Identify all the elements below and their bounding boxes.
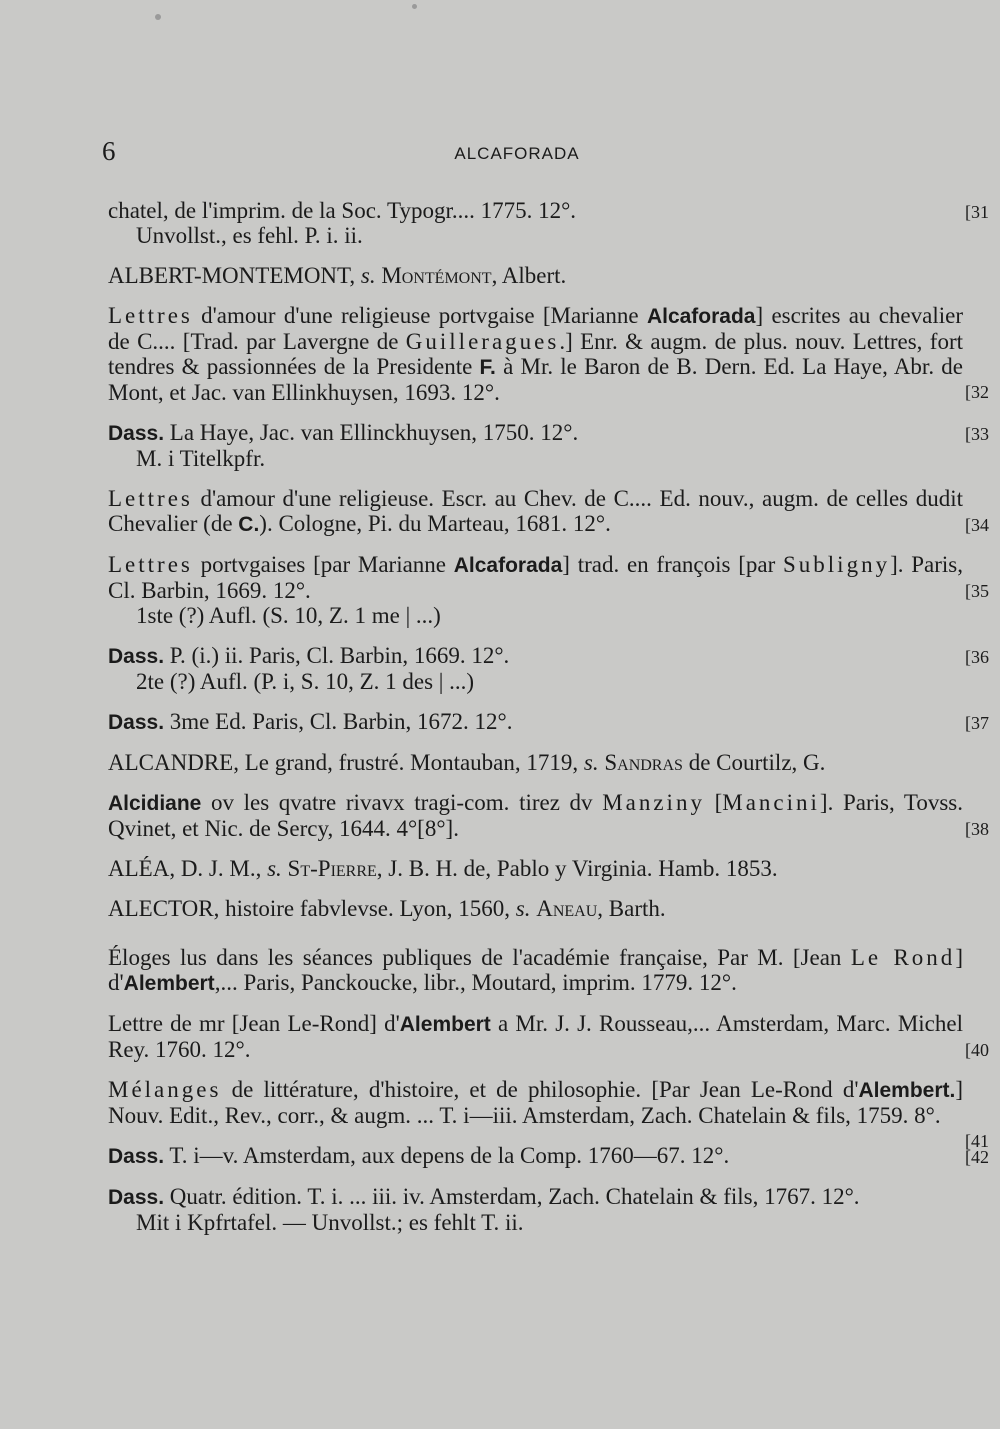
see-marker: s.	[515, 896, 531, 921]
entry-note: Mit i Kpfrtafel. — Unvollst.; es fehlt T. ii.	[136, 1210, 524, 1235]
text-run: ] trad. en françois [par	[562, 552, 783, 577]
text-run: ). Cologne, Pi. du Marteau, 1681. 12°.	[259, 511, 611, 536]
text-run: 3me Ed. Paris, Cl. Barbin, 1672. 12°.	[164, 709, 513, 734]
ref-name: St-Pierre	[287, 856, 377, 881]
entry-number: [35	[965, 581, 989, 601]
entry-text	[108, 1011, 963, 1062]
entry-text	[108, 552, 963, 628]
entry-text	[108, 1077, 963, 1128]
text-run: La Haye, Jac. van Ellinckhuysen, 1750. 12°.	[164, 420, 579, 445]
entry-text	[108, 486, 963, 537]
entry-cross-reference	[108, 263, 963, 288]
ref-name: Montémont	[381, 263, 492, 288]
entry-38	[108, 790, 989, 841]
entry-heading: ALECTOR, histoire fabvlevse. Lyon, 1560,	[108, 896, 516, 921]
text-run: à Mr. le Baron de B. Dern. Ed. La Haye, Abr. de Mont, et Jac. van Ellinkhuysen, 1693. 12°.	[108, 354, 963, 405]
entry-text	[108, 856, 963, 881]
text-run: [	[704, 790, 723, 815]
entry-text	[108, 263, 963, 288]
ref-name: Aneau	[536, 896, 598, 921]
author-name: Manziny	[602, 790, 705, 815]
entry-heading: ALBERT-MONTEMONT,	[108, 263, 356, 288]
entry-41	[108, 1077, 989, 1151]
entry-number: [38	[965, 819, 989, 839]
entry-text	[108, 198, 963, 248]
author-name: Alcaforada	[453, 554, 563, 577]
entry-number: [31	[965, 202, 989, 222]
dass-marker: Dass.	[108, 711, 165, 734]
entry-note: M. i Titelkpfr.	[136, 446, 266, 471]
entry-35	[108, 552, 989, 628]
ref-rest: de Courtilz, G.	[682, 750, 826, 775]
entry-40	[108, 1011, 989, 1062]
entry-note: 2te (?) Aufl. (P. i, S. 10, Z. 1 des | ...)	[136, 669, 475, 694]
running-title: ALCAFORADA	[454, 144, 580, 163]
text-run: ov les qvatre rivavx tragi-com. tirez dv	[201, 790, 603, 815]
entry-number: [33	[965, 424, 989, 444]
text-run: ]. Paris, Cl. Barbin, 1669. 12°.	[108, 552, 963, 603]
entry-note: Unvollst., es fehl. P. i. ii.	[136, 223, 363, 248]
entry-42	[108, 1143, 989, 1169]
entry-33	[108, 420, 989, 471]
entry-number: [32	[965, 382, 989, 402]
title-word: Lettres	[108, 486, 193, 511]
page-number: 6	[102, 136, 116, 166]
text-run: Éloges lus dans les séances publiques de l'académie française, Par M. [Jean	[108, 945, 851, 970]
dass-marker: Dass.	[108, 422, 165, 445]
text-run: ] escrites au chevalier de C.... [Trad. par Lavergne de	[108, 303, 963, 354]
entry-number: [36	[965, 647, 989, 667]
bold-initial: F.	[479, 356, 496, 379]
entry-text	[108, 1184, 963, 1235]
entry-cross-reference	[108, 896, 963, 921]
text-run: Quatr. édition. T. i. ... iii. iv. Amsterdam, Zach. Chatelain & fils, 1767. 12°.	[164, 1184, 860, 1209]
entry-number: [40	[965, 1040, 989, 1060]
see-marker: s.	[583, 750, 599, 775]
entry-cross-reference	[108, 750, 963, 775]
translator-name: Guilleragues	[405, 329, 560, 354]
see-marker: s.	[267, 856, 282, 881]
title-word: Lettres	[108, 552, 193, 577]
entry-text	[108, 643, 963, 694]
entry-number: [34	[965, 515, 989, 535]
entry-heading: ALCANDRE, Le grand, frustré. Montauban, 1719,	[108, 750, 584, 775]
paper-speck	[412, 4, 417, 9]
entry-text	[108, 420, 963, 471]
text-run: portvgaises [par Marianne	[192, 552, 454, 577]
entry-31	[108, 198, 989, 248]
author-name: Le Rond	[850, 945, 956, 970]
text-run: .] Enr. & augm. de plus. nouv. Lettres, fort tendres & passionnées de la Presidente	[108, 329, 963, 379]
dass-marker: Dass.	[108, 1186, 165, 1209]
author-name: Alembert	[123, 972, 215, 995]
entry-36	[108, 643, 989, 694]
entry-cross-reference	[108, 856, 963, 881]
text-run: P. (i.) ii. Paris, Cl. Barbin, 1669. 12°.	[164, 643, 510, 668]
paper-speck	[155, 14, 161, 20]
text-run: d'amour d'une religieuse. Escr. au Chev. de C.... Ed. nouv., augm. de celles dudit Chevalier (de	[108, 486, 963, 536]
bibliography-entries	[108, 198, 989, 1250]
text-run: a Mr. J. J. Rousseau,... Amsterdam, Marc. Michel Rey. 1760. 12°.	[108, 1011, 963, 1062]
entry-heading: ALÉA, D. J. M.,	[108, 856, 268, 881]
dass-marker: Dass.	[108, 1145, 165, 1168]
ref-rest: , J. B. H. de, Pablo y Virginia. Hamb. 1853.	[376, 856, 778, 881]
entry-text	[108, 750, 963, 775]
text-run: de littérature, d'histoire, et de philosophie. [Par Jean Le-Rond d'	[221, 1077, 859, 1102]
text-run: d'amour d'une religieuse portvgaise [Marianne	[192, 303, 647, 328]
entry-number: [42	[965, 1147, 989, 1167]
ref-rest: , Barth.	[597, 896, 666, 921]
entry-43	[108, 1184, 963, 1235]
text-run: Lettre de mr [Jean Le-Rond] d'	[108, 1011, 400, 1036]
entry-text	[108, 303, 963, 405]
author-name: Alembert	[399, 1013, 491, 1036]
see-marker: s.	[360, 263, 376, 288]
text-run: T. i—v. Amsterdam, aux depens de la Comp. 1760—67. 12°.	[164, 1143, 730, 1168]
author-name: Mancini	[722, 790, 820, 815]
entry-32	[108, 303, 989, 405]
entry-text	[108, 945, 963, 996]
author-name: Alcaforada	[646, 305, 756, 328]
entry-text	[108, 896, 963, 921]
entry-34	[108, 486, 989, 537]
text-run: ]. Paris, Tovss. Qvinet, et Nic. de Sercy, 1644. 4°[8°].	[108, 790, 963, 841]
title-word: Mélanges	[108, 1077, 222, 1102]
page-header	[102, 136, 932, 170]
text-run: ] Nouv. Edit., Rev., corr., & augm. ... T. i—iii. Amsterdam, Zach. Chatelain & fils, 1759. 8°.	[108, 1077, 963, 1128]
title-word: Lettres	[108, 303, 193, 328]
translator-name: Subligny	[783, 552, 891, 577]
ref-rest: , Albert.	[491, 263, 567, 288]
entry-text	[108, 709, 963, 735]
text-run: ,... Paris, Panckoucke, libr., Moutard, imprim. 1779. 12°.	[214, 970, 737, 995]
bold-initial: C.	[238, 513, 260, 536]
entry-39	[108, 945, 963, 996]
text-run: ] d'	[108, 945, 963, 995]
entry-text	[108, 1143, 963, 1169]
entry-37	[108, 709, 989, 735]
author-name: Alembert.	[858, 1079, 956, 1102]
entry-number: [41	[965, 1131, 989, 1151]
dass-marker: Dass.	[108, 645, 165, 668]
ref-name: Sandras	[604, 750, 683, 775]
entry-text	[108, 790, 963, 841]
entry-line: chatel, de l'imprim. de la Soc. Typogr.... 1775. 12°.	[108, 198, 577, 223]
entry-note: 1ste (?) Aufl. (S. 10, Z. 1 me | ...)	[136, 603, 441, 628]
entry-number: [37	[965, 713, 989, 733]
title-bold: Alcidiane	[108, 792, 202, 815]
